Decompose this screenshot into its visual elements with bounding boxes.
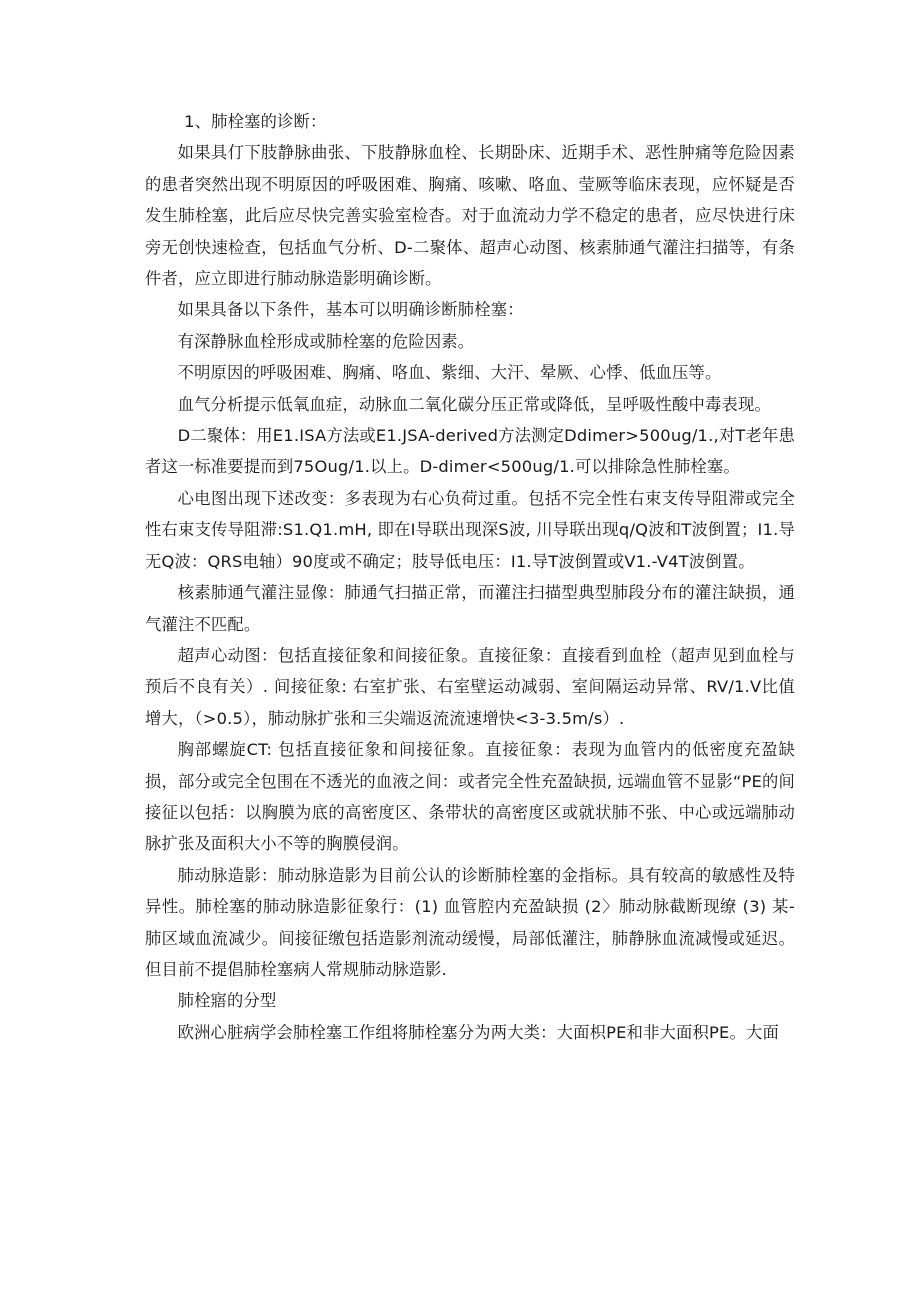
paragraph-criterion-ecg: 心电图出现下述改变：多表现为右心负荷过重。包括不完全性右束支传导阻滞或完全性右束支传导阻滞:S1.Q1.mH, 即在I导联出现深S波, 川导联出现q/Q波和T波倒置；I1.导无Q波：QRS电轴）90度或不确定；肢导低电压：I1.导T波倒置或V1.-V4T波倒置。 [145, 488, 795, 571]
paragraph-criterion-nuclear-scan: 核素肺通气灌注显像：肺通气扫描正常，而灌注扫描型典型肺段分布的灌注缺损，通气灌注不匹配。 [145, 583, 795, 634]
paragraph-criterion-dvt: 有深静脉血栓形成或肺栓塞的危险因素。 [177, 331, 475, 351]
section-heading-diagnosis: 1、肺栓塞的诊断： [184, 112, 327, 131]
paragraph-criteria-intro: 如果具备以下条件，基本可以明确诊断肺栓塞： [177, 300, 524, 320]
paragraph-criterion-echocardiogram: 超声心动图：包括直接征象和间接征象。直接征象：直接看到血栓（超声见到血栓与预后不良有关）. 间接征象: 右室扩张、右室壁运动减弱、室间隔运动异常、RV/1.V比值增大，（>0.5），肺动脉扩张和三尖端返流流速增快<3-3.5m∕s）. [145, 645, 795, 728]
paragraph-criterion-blood-gas: 血气分析提示低氧血症，动脉血二氧化碳分压正常或降低，呈呼吸性酸中毒表现。 [177, 394, 771, 414]
paragraph-criterion-symptoms: 不明原因的呼吸困难、胸痛、咯血、紫细、大汗、晕厥、心悸、低血压等。 [177, 363, 722, 383]
paragraph-criterion-angiography: 肺动脉造影：肺动脉造影为目前公认的诊断肺栓塞的金指标。具有较高的敏感性及特异性。肺栓塞的肺动脉造影征象行：(1) 血管腔内充盈缺损 (2〉肺动脉截断现缭 (3) 某-肺区域血流减少。间接征缴包括造影剂流动缓慢，局部低灌注，肺静脉血流减慢或延迟。但目前不提倡肺栓塞病人常规肺动脉造影. [145, 865, 795, 979]
paragraph-criterion-d-dimer: D二聚体：用E1.ISA方法或E1.JSA-derived方法测定Ddimer>500ug∕1.,对T老年患者这一标准要提而到75Oug∕1.以上。D-dimer<500ug∕1.可以排除急性肺栓塞。 [145, 426, 795, 477]
section-heading-classification: 肺栓寤的分型 [177, 991, 277, 1011]
document-body [145, 106, 795, 1048]
paragraph-criterion-spiral-ct: 胸部螺旋CT: 包括直接征象和间接征象。直接征象：表现为血管内的低密度充盈缺损，部分或完全包围在不透光的血液之间：或者完全性充盈缺损, 远端血管不显影“PE的间接征以包括：以胸膜为底的高密度区、条带状的高密度区或就状肺不张、中心或远端肺动脉扩张及面积大小不等的胸膜侵润。 [145, 740, 795, 854]
paragraph-classification: 欧洲心脏病学会肺栓塞工作组将肺栓塞分为两大类：大面枳PE和非大面积PE。大面 [177, 1022, 779, 1042]
paragraph-risk-factors: 如果具仃下肢静脉曲张、下肢静脉血栓、长期卧床、近期手术、恶性肿痛等危险因素的患者突然出现不明原因的呼吸困难、胸痛、咳嗽、咯血、莹厥等临床表现，应怀疑是否发生肺栓塞，此后应尽快完善实验室检杳。对于血流动力学不稳定的患者，应尽快进行床旁无创快速检查，包括血气分析、D-二聚体、超声心动图、核素肺通气灌注扫描等，有条件者，应立即进行肺动脉造影明确诊断。 [145, 143, 795, 289]
